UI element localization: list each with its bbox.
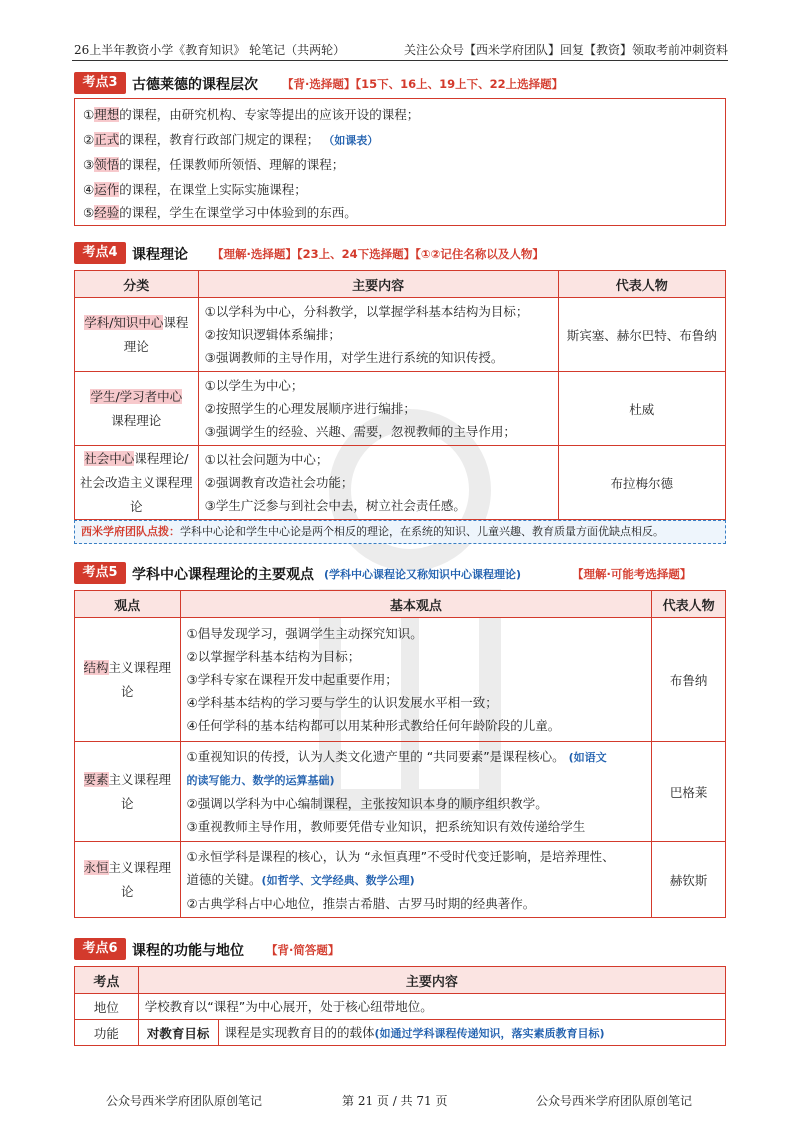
- section-badge: 考点4: [74, 242, 126, 264]
- tip-text: 学科中心论和学生中心论是两个相反的理论，在系统的知识、儿童兴趣、教育质量方面优缺点相反。: [180, 525, 664, 538]
- section-title: 古德莱德的课程层次: [132, 77, 258, 93]
- section-title: 课程的功能与地位: [132, 943, 244, 959]
- representative-cell: 赫钦斯: [652, 842, 726, 918]
- representative-cell: 杜威: [558, 372, 725, 446]
- column-header: 代表人物: [558, 271, 725, 298]
- tip-box: [74, 520, 726, 544]
- section-5-heading: [74, 562, 726, 584]
- section-4-heading: [74, 242, 726, 264]
- row-label: 功能: [75, 1020, 139, 1046]
- header-right: 关注公众号【西米学府团队】回复【教资】领取考前冲刺资料: [403, 43, 728, 57]
- column-header: 代表人物: [652, 591, 726, 618]
- curriculum-levels-box: [74, 98, 726, 226]
- section-tag: 【理解·选择题】【23上、24下选择题】【①②记住名称以及人物】: [212, 247, 544, 261]
- footer-right: 公众号西米学府团队原创笔记: [536, 1094, 693, 1108]
- table-header-row: [75, 591, 726, 618]
- section-title: 学科中心课程理论的主要观点: [132, 567, 314, 583]
- table-header-row: [75, 967, 726, 994]
- list-item: ②正式的课程，教育行政部门规定的课程； （如课表）: [83, 132, 379, 147]
- tip-label: 西米学府团队点拨：: [81, 525, 180, 538]
- section-tag: 【背·简答题】: [266, 943, 340, 957]
- footer-left: 公众号西米学府团队原创笔记: [106, 1094, 263, 1108]
- list-item: ①理想的课程，由研究机构、专家等提出的应该开设的课程；: [83, 107, 420, 122]
- category-cell: 结构主义课程理论: [75, 618, 181, 742]
- row-label: 地位: [75, 994, 139, 1020]
- section-tag: 【背·选择题】【15下、16上、19上下、22上选择题】: [282, 77, 564, 91]
- category-cell: 要素主义课程理论: [75, 742, 181, 842]
- category-cell: 永恒主义课程理论: [75, 842, 181, 918]
- column-header: 主要内容: [138, 967, 725, 994]
- section-6-heading: [74, 938, 726, 960]
- list-item: ④运作的课程，在课堂上实际实施课程；: [83, 182, 307, 197]
- table-header-row: [75, 271, 726, 298]
- content-cell: ①永恒学科是课程的核心，认为 “永恒真理”不受时代变迁影响，是培养理性、 道德的关键。(如哲学、文学经典、数学公理) ②古典学科占中心地位，推崇古希腊、古罗马时期的经典著作。: [180, 842, 652, 918]
- table-row: [75, 994, 726, 1020]
- column-header: 主要内容: [198, 271, 558, 298]
- table-row: [75, 372, 726, 446]
- row-sublabel: 对教育目标: [138, 1020, 218, 1046]
- list-item: ③领悟的课程，任课教师所领悟、理解的课程；: [83, 157, 345, 172]
- category-cell: 学科/知识中心课程理论: [75, 298, 199, 372]
- representative-cell: 布拉梅尔德: [558, 446, 725, 520]
- page-number: 第 21 页 / 共 71 页: [342, 1094, 448, 1108]
- category-cell: 社会中心课程理论/社会改造主义课程理论: [75, 446, 199, 520]
- representative-cell: 斯宾塞、赫尔巴特、布鲁纳: [558, 298, 725, 372]
- section-badge: 考点6: [74, 938, 126, 960]
- curriculum-function-table: [74, 966, 726, 1046]
- page-header: [72, 38, 728, 61]
- content-cell: ①以社会问题为中心； ②强调教育改造社会功能； ③学生广泛参与到社会中去，树立社会责任感。: [198, 446, 558, 520]
- subject-center-table: [74, 590, 726, 918]
- section-note: (学科中心课程论又称知识中心课程理论): [324, 568, 522, 581]
- section-title: 课程理论: [132, 247, 188, 263]
- curriculum-theory-table: [74, 270, 726, 520]
- content-cell: ①倡导发现学习，强调学生主动探究知识。 ②以掌握学科基本结构为目标； ③学科专家在课程开发中起重要作用； ④学科基本结构的学习要与学生的认识发展水平相一致； ④任何学科的基本结构都可以用某种形式教给任何年龄阶段的儿童。: [180, 618, 652, 742]
- category-cell: 学生/学习者中心 课程理论: [75, 372, 199, 446]
- row-text: 学校教育以“课程”为中心展开，处于核心纽带地位。: [138, 994, 725, 1020]
- table-row: [75, 298, 726, 372]
- header-left: 26上半年教资小学《教育知识》 轮笔记（共两轮）: [74, 43, 346, 57]
- content-cell: ①以学科为中心，分科教学，以掌握学科基本结构为目标； ②按知识逻辑体系编排； ③强调教师的主导作用，对学生进行系统的知识传授。: [198, 298, 558, 372]
- column-header: 分类: [75, 271, 199, 298]
- column-header: 考点: [75, 967, 139, 994]
- column-header: 基本观点: [180, 591, 652, 618]
- column-header: 观点: [75, 591, 181, 618]
- table-row: [75, 1020, 726, 1046]
- table-row: [75, 742, 726, 842]
- table-row: [75, 842, 726, 918]
- section-badge: 考点5: [74, 562, 126, 584]
- content-cell: ①以学生为中心； ②按照学生的心理发展顺序进行编排； ③强调学生的经验、兴趣、需要，忽视教师的主导作用；: [198, 372, 558, 446]
- section-badge: 考点3: [74, 72, 126, 94]
- representative-cell: 巴格莱: [652, 742, 726, 842]
- row-text: 课程是实现教育目的的载体(如通过学科课程传递知识，落实素质教育目标): [218, 1020, 726, 1046]
- table-row: [75, 446, 726, 520]
- section-tag: 【理解·可能考选择题】: [572, 567, 692, 581]
- content-cell: ①重视知识的传授，认为人类文化遗产里的 “共同要素”是课程核心。 (如语文 的读写能力、数学的运算基础) ②强调以学科为中心编制课程，主张按知识本身的顺序组织教学。 ③重视教师主导作用，教师要凭借专业知识，把系统知识有效传递给学生: [180, 742, 652, 842]
- table-row: [75, 618, 726, 742]
- section-3-heading: [74, 72, 726, 94]
- list-item: ⑤经验的课程，学生在课堂学习中体验到的东西。: [83, 205, 357, 220]
- representative-cell: 布鲁纳: [652, 618, 726, 742]
